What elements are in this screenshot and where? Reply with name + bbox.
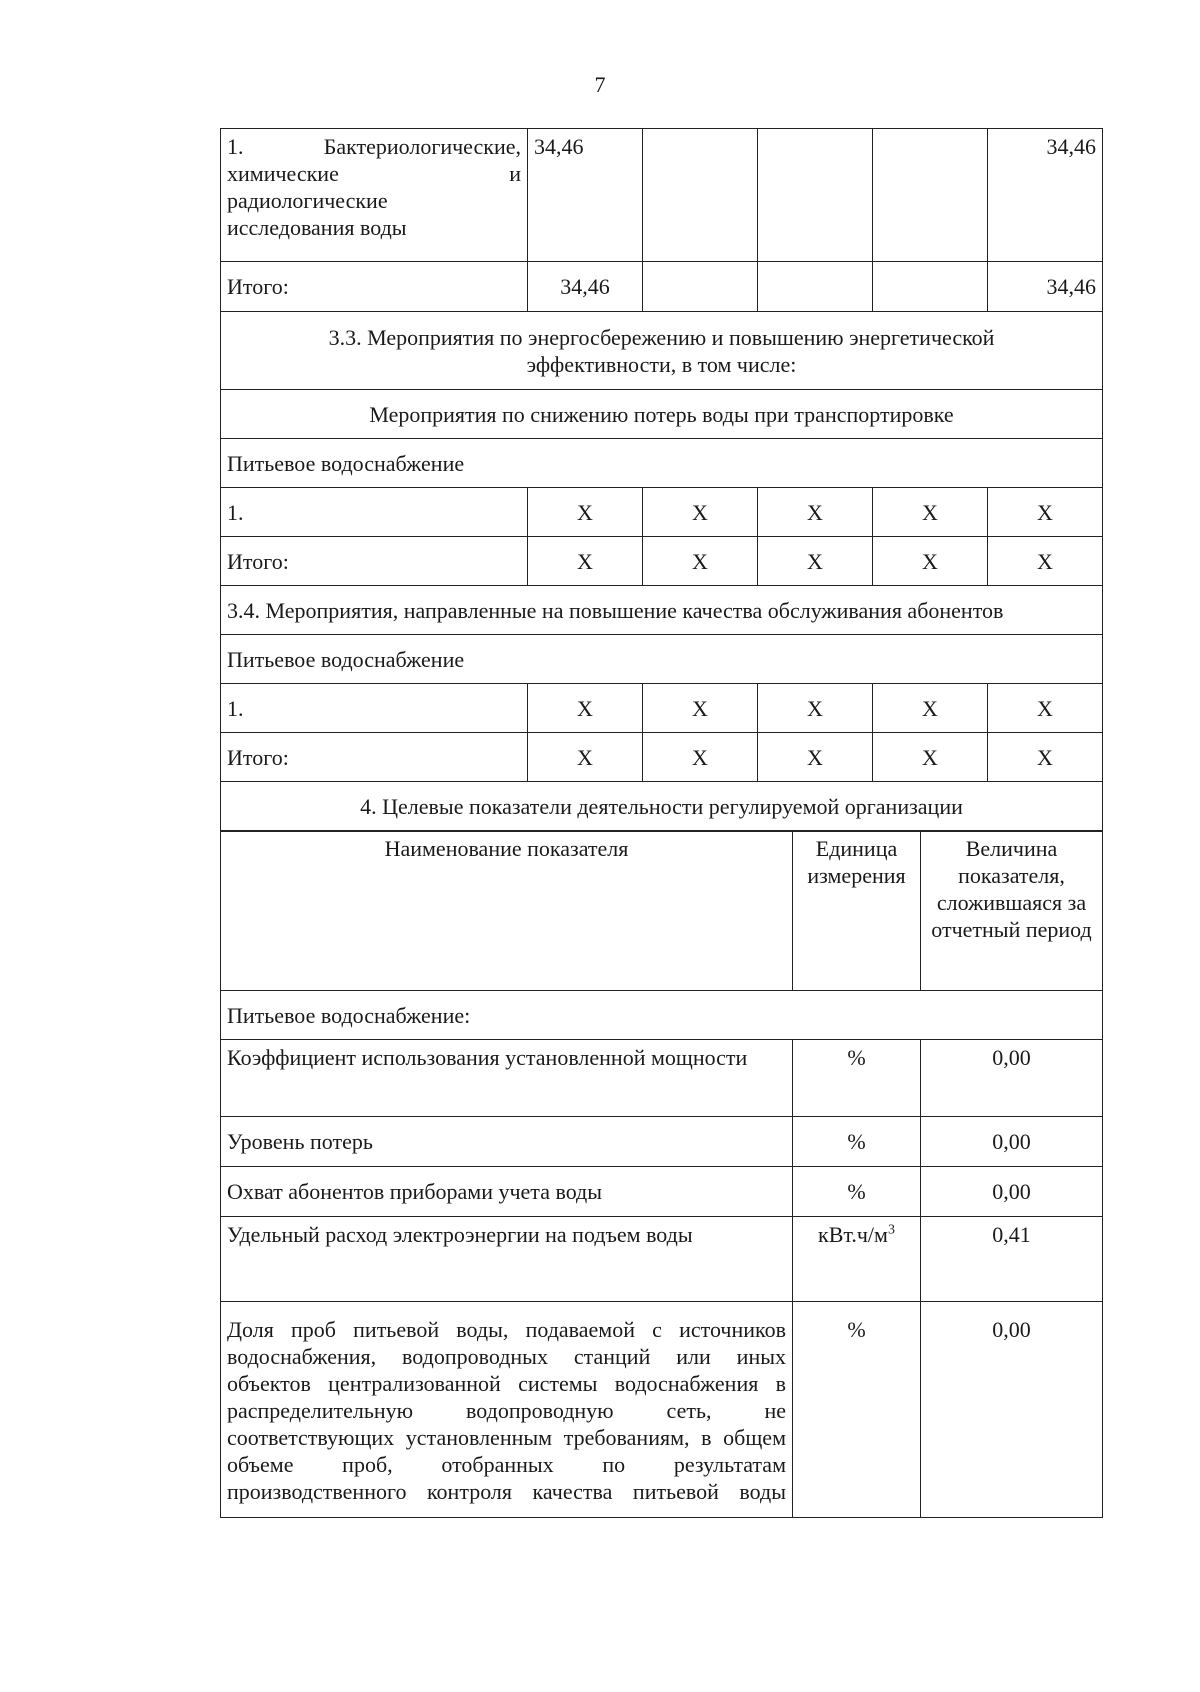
x-cell: Х [758, 488, 873, 537]
row-number: 1. [221, 684, 528, 733]
total-value-1: 34,46 [528, 262, 643, 312]
water-supply-label: Питьевое водоснабжение [221, 439, 1103, 488]
table-row [221, 1167, 1103, 1217]
measures-table [220, 128, 1103, 832]
total-value-4 [873, 262, 988, 312]
x-cell: Х [528, 733, 643, 782]
table-row [221, 586, 1103, 635]
table-row [221, 991, 1103, 1040]
page-number: 7 [594, 72, 606, 97]
table-row [221, 1302, 1103, 1518]
value-cell-2 [643, 129, 758, 262]
indicator-name: Уровень потерь [221, 1117, 793, 1167]
total-label: Итого: [221, 537, 528, 586]
x-cell: Х [528, 537, 643, 586]
table-row [221, 1217, 1103, 1302]
indicator-unit: % [793, 1302, 921, 1518]
table-row [221, 635, 1103, 684]
table-row [221, 390, 1103, 439]
total-value-3 [758, 262, 873, 312]
x-cell: Х [758, 537, 873, 586]
indicator-name: Удельный расход электроэнергии на подъем воды [221, 1217, 793, 1302]
x-cell: Х [988, 684, 1103, 733]
table-row [221, 129, 1103, 262]
x-cell: Х [528, 488, 643, 537]
subsection-heading: Мероприятия по снижению потерь воды при транспортировке [221, 390, 1103, 439]
indicator-value: 0,00 [921, 1040, 1103, 1117]
indicator-unit: $кВт.ч/м^3$ [793, 1217, 921, 1302]
x-cell: Х [758, 684, 873, 733]
table-row [221, 1040, 1103, 1117]
x-cell: Х [643, 733, 758, 782]
x-cell: Х [873, 684, 988, 733]
measure-name-line3: радиологические [227, 188, 388, 213]
table-row [221, 684, 1103, 733]
table-row [221, 488, 1103, 537]
indicator-name: Охват абонентов приборами учета воды [221, 1167, 793, 1217]
water-supply-label: Питьевое водоснабжение [221, 635, 1103, 684]
table-row [221, 782, 1103, 832]
row-number: 1. [221, 488, 528, 537]
x-cell: Х [758, 733, 873, 782]
x-cell: Х [873, 488, 988, 537]
header-row [221, 831, 1103, 991]
measure-name-line2: химические и [227, 161, 521, 186]
total-value-2 [643, 262, 758, 312]
total-label: Итого: [221, 733, 528, 782]
indicator-unit: % [793, 1117, 921, 1167]
value-cell-1: 34,46 [528, 129, 643, 262]
total-label: Итого: [221, 262, 528, 312]
value-cell-5: 34,46 [988, 129, 1103, 262]
x-cell: Х [528, 684, 643, 733]
x-cell: Х [988, 733, 1103, 782]
table-row [221, 312, 1103, 390]
header-unit: Единица измерения [793, 831, 921, 991]
x-cell: Х [988, 537, 1103, 586]
total-value-5: 34,46 [988, 262, 1103, 312]
section-heading-4: 4. Целевые показатели деятельности регулируемой организации [221, 782, 1103, 832]
table-row [221, 1117, 1103, 1167]
indicator-name: Коэффициент использования установленной мощности [221, 1040, 793, 1117]
measure-name-line1: 1. Бактериологические, [227, 134, 521, 159]
section-heading-3-3: 3.3. Мероприятия по энергосбережению и повышению энергетической эффективности, в том числе: [221, 312, 1103, 390]
x-cell: Х [873, 733, 988, 782]
x-cell: Х [643, 488, 758, 537]
indicator-value: 0,00 [921, 1302, 1103, 1518]
indicator-unit: % [793, 1040, 921, 1117]
table-row [221, 537, 1103, 586]
header-indicator-name: Наименование показателя [221, 831, 793, 991]
table-row [221, 439, 1103, 488]
table-row [221, 262, 1103, 312]
indicator-name: Доля проб питьевой воды, подаваемой с источников водоснабжения, водопроводных станций или иных объектов централизованной системы водоснабжения в распределительную водопроводную сеть, не соответствующих установленным требованиям, в общем объеме проб, отобранных по результатам производственного контроля качества питьевой воды [221, 1302, 793, 1518]
x-cell: Х [643, 684, 758, 733]
measure-name-line4: исследования воды [227, 215, 407, 240]
measure-name-cell [221, 129, 528, 262]
indicator-value: 0,41 [921, 1217, 1103, 1302]
header-value: Величина показателя, сложившаяся за отчетный период [921, 831, 1103, 991]
indicator-unit: % [793, 1167, 921, 1217]
table-row [221, 733, 1103, 782]
water-supply-label: Питьевое водоснабжение: [221, 991, 1103, 1040]
indicators-table [220, 830, 1103, 1518]
x-cell: Х [873, 537, 988, 586]
indicator-value: 0,00 [921, 1117, 1103, 1167]
x-cell: Х [988, 488, 1103, 537]
x-cell: Х [643, 537, 758, 586]
indicator-value: 0,00 [921, 1167, 1103, 1217]
section-heading-3-4: 3.4. Мероприятия, направленные на повышение качества обслуживания абонентов [221, 586, 1103, 635]
value-cell-3 [758, 129, 873, 262]
value-cell-4 [873, 129, 988, 262]
